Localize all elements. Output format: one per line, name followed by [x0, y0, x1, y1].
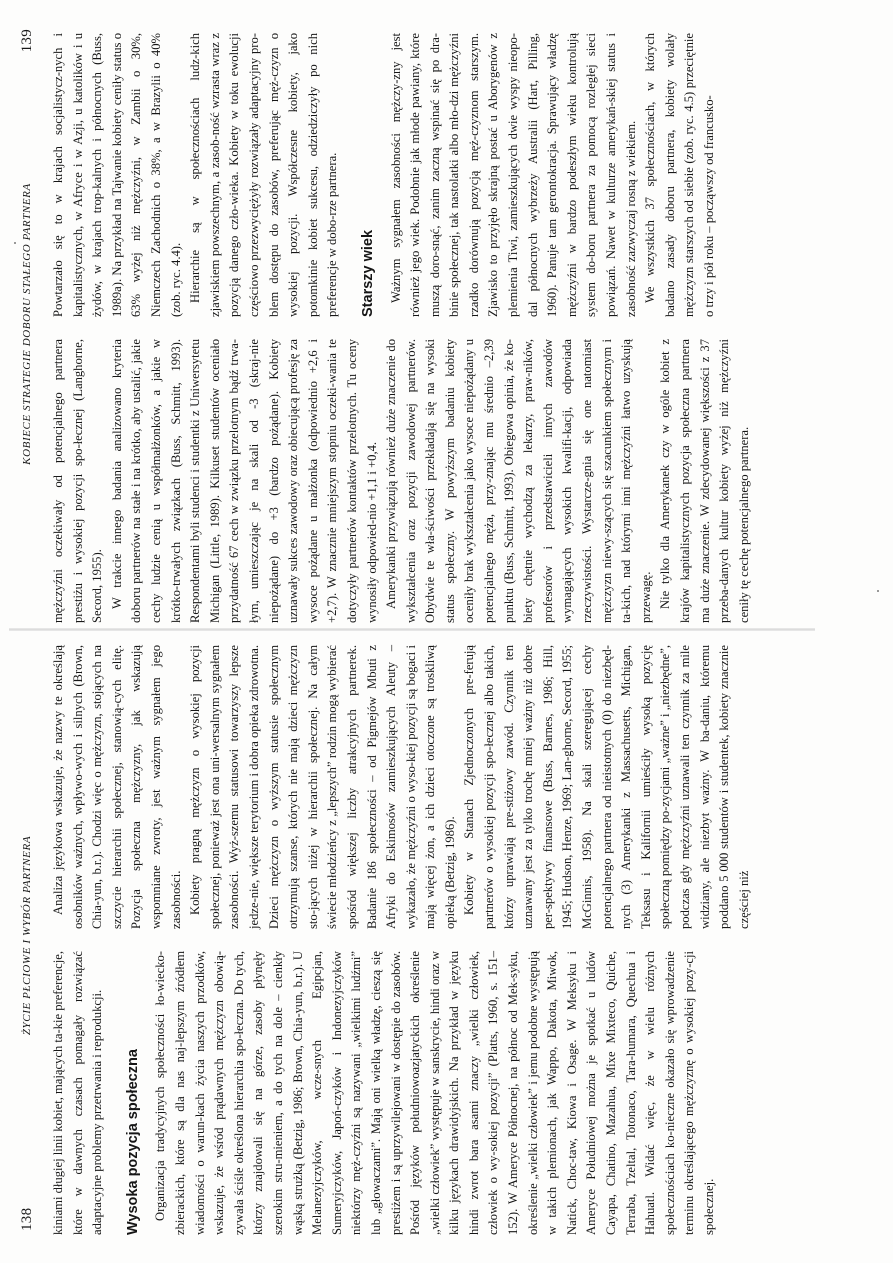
- paragraph: Amerykanki przywiązują również duże znaczenie do wykształcenia oraz pozycji zawodowej partnerów. Obydwie te wła-ściwości przekładają się na wysoki status społeczny. W powyższym badaniu kobiety oceniły brak wykształcenia jako wysoce niepożądany u potencjalnego męża, przy-znając mu średnio –2,39 punktu (Buss, Schmitt, 1993). Obiegowa opinia, że ko-biety chętnie wychodzą za lekarzy, praw-ników, profesorów i przedstawicieli innych zawodów wymagających wysokich kwalifi-kacji, odpowiada rzeczywistości. Wystarcze-gnia się one natomiast mężczyzn niewy-szących się szacunkiem społecznym i ta-kich, nad którymi inni mężczyźni łatwo uzyskują przewagę.: [384, 339, 653, 623]
- paragraph: Nie tylko dla Amerykanek czy w ogóle kobiet z krajów kapitalistycznych pozycja społeczna partnera ma duże znaczenie. W zdecydowanej większości z 37 przeba-danych kultur kobiety wyżej niż mężczyźni ceniły tę cechę potencjalnego partnera.: [658, 339, 751, 623]
- left-page-column-2: [49, 645, 754, 929]
- page-number-right: 139: [19, 29, 35, 53]
- rotated-spread: [9, 21, 815, 1239]
- running-title-left: ŻYCIE PŁCIOWE I WYBÓR PARTNERA: [21, 835, 33, 1036]
- paragraph: Kobiety pragną mężczyzn o wysokiej pozycji społecznej, ponieważ jest ona uni-wersalnym sygnałem zasobności. Wyż-szemu statusowi towarzyszy lepsze jedze-nie, większe terytorium i dobra opieka zdrowotna. Dzieci mężczyzn o wyższym statusie społecznym otrzymują szanse, których nie mają dzieci mężczyzn sto-jących niżej w hierarchii społecznej. Na całym świecie młodzieńcy z „lepszych” rodzin mogą wybierać spośród większej liczby atrakcyjnych partnerek. Badanie 186 społeczności – od Pigmejów Mbuti z Afryki do Eskimosów zamieszkujących Aleuty – wykazało, że mężczyźni o wyso-kiej pozycji są bogaci i mają więcej żon, a ich dzieci otoczone są troskliwą opieką (Betzig, 1986).: [188, 645, 457, 929]
- right-page-column-2: [49, 33, 720, 317]
- section-heading-status: Wysoka pozycja społeczna: [124, 1049, 141, 1235]
- paragraph: We wszystkich 37 społecznościach, w których badano zasady doboru partnera, kobiety wolały mężczyzn starszych od siebie (zob. ryc. 4.5) przeciętnie o trzy i pół roku – począwszy od francusko-: [643, 33, 716, 317]
- section-heading-age: Starszy wiek: [359, 229, 376, 317]
- paragraph: Organizacja tradycyjnych społeczności ło-wiecko-zbierackich, które są dla nas naj-lepszym źródłem wiadomości o warun-kach życia naszych przodków, wskazuje, że wśród prądawnych mężczyzn obowią-zywała ściśle określona hierarchia spo-łeczna. Do tych, którzy znajdowali się na górze, zasoby płynęły szerokim stru-mieniem, a do tych na dole – cienkły wąską strużką (Betzig, 1986; Brown, Chia-yun, b.r.). U Melanezyjczyków, wcze-snych Egipcjan, Sumeryjczyków, Japoń-czyków i Indonezyjczyków niektórzy męż-czyźni są nazywani „wielkimi ludźmi” lub „głowaczami”. Mają oni wielką władzę, cieszą się prestiżem i są uprzywilejowani w dostępie do zasobów. Pośród języków południowoazjatyckich określenie „wielki człowiek” występuje w sanskrycie, hindi oraz w kilku językach drawidyjskich. Na przykład w języku hindi zwrot bara asami znaczy „wielki człowiek, człowiek o wy-sokiej pozycji” (Platts, 1960, s. 151–152). W Ameryce Północnej, na północ od Mek-syku, określenie „wielki człowiek” i jemu podobne występują w takich plemionach, jak Wappo, Dakota, Miwok, Natick, Choc-taw, Kiowa i Osage. W Meksyku i Ameryce Południowej można je spotkać u ludów Cayapa, Chatino, Mazahua, Mixe Mixteco, Quiche, Terraba, Tzeltal, Totonaco, Tara-humara, Quechua i Hahuatl. Widać więc, że w wielu różnych społecznościach ko-nieczne okazało się wprowadzenie terminu określającego mężczyznę o wysokiej pozy-cji społecznej.: [153, 951, 716, 1235]
- left-page: [9, 632, 815, 1239]
- paragraph: Hierarchie są w społecznościach ludz-kich zjawiskiem powszechnym, a zasob-ność wzrasta wraz z pozycją danego czło-wieka. Kobiety w toku ewolucji częściowo przezwyciężyły rozwiązały adaptacyjny pro-blem dostępu do zasobów, preferując męż-czyzn o wysokiej pozycji. Współczesne kobiety, jako potomkinie kobiet sukcesu, odziedziczyły po nich preferencje w dobo-rze partnera.: [188, 33, 340, 317]
- scan-speck: [877, 590, 879, 592]
- book-gutter: [9, 628, 815, 631]
- paragraph: W trakcie innego badania analizowano kryteria doboru partnerów na stałe i na krótko, aby ustalić, jakie cechy ludzie cenią u współmałżonków, a jakie w krótko-trwałych związkach (Buss, Schmitt, 1993). Respondentami byli studenci i studentki z Uniwersytetu Michigan (Little, 1989). Kilkuset studentów oceniało przydatność 67 cech w związku przelotnym bądź trwa-łym, umieszczając je na skali od -3 (skraj-nie niepożądane) do +3 (bardzo pożądane). Kobiety uznawały sukces zawodowy oraz obiecującą profesję za wysoce pożądane u małżonka (odpowiednio +2,6 i +2,7). W znacznie mniejszym stopniu oczeki-wania te dotyczyły partnerów kontaktów przelotnych. Tu oceny wynosiły odpowied-nio +1,1 i +0,4.: [109, 339, 379, 623]
- right-page: [9, 21, 815, 627]
- right-page-column-1: [49, 339, 754, 623]
- paragraph: Ważnym sygnałem zasobności mężczy-zny jest również jego wiek. Podobnie jak młode pawiany, które muszą doro-snąć, zanim zaczną wspinać się po dra-binie społecznej, tak nastolatki albo mło-dzi mężczyźni rzadko dorównują pozycją męż-czyznom starszym. Zjawisko to przyjęło skrajną postać u Aborygenów z plemienia Tiwi, zamieszkujących dwie wyspy nieopo-dal północnych wybrzeży Australii (Hart, Pilling, 1960). Panuje tam gerontokracja. Sprawujący władzę mężczyźni w bardzo podeszłym wieku kontrolują system do-boru partnera za pomocą rozległej sieci powiązań. Nawet w kulturze amerykań-skiej status i zasobność zazwyczaj rosną z wiekiem.: [388, 33, 638, 317]
- paragraph: Kobiety w Stanach Zjednoczonych pre-ferują partnerów o wysokiej pozycji spo-łecznej albo takich, którzy uprawiają pre-stiżowy zawód. Czynnik ten uznawany jest za tylko trochę mniej ważny niż dobre per-spektywy finansowe (Buss, Barnes, 1986; Hill, 1945; Hudson, Henze, 1969; Lan-ghorne, Secord, 1955; McGinnis, 1958). Na skali szeregującej cechy potencjalnego partnera od nieistotnych (0) do niezbęd-nych (3) Amerykanki z Massachusetts, Michigan, Teksasu i Kalifornii umieściły wysoką pozycję społeczną pomiędzy po-zycjami „ważne” i „niezbędne”, podczas gdy mężczyźni uznawali ten czynnik za mile widziany, ale niezbyt ważny. W ba-daniu, któremu poddano 5 000 studentów i studentek, kobiety znacznie częściej niż: [462, 645, 751, 929]
- paragraph: kiniami długiej linii kobiet, mających ta-kie preferencje, które w dawnych czasach pomagały rozwiązać adaptacyjne problemy przetrwania i reprodukcji.: [51, 951, 105, 1235]
- paragraph: mężczyźni oczekiwały od potencjalnego partnera prestiżu i wysokiej pozycji spo-łecznej (Langhorne, Secord, 1955).: [51, 339, 105, 623]
- running-title-right: KOBIECE STRATEGIE DOBORU STAŁEGO PARTNERA: [21, 183, 33, 465]
- paragraph: Powtarzało się to w krajach socjalistycz-nych i kapitalistycznych, w Afryce i w Azji, u katolików i u żydów, w krajach trop-kalnych i północnych (Buss, 1989a). Na przykład na Tajwanie kobiety ceniły status o 63% wyżej niż mężczyźni, w Zambii o 30%, Niemczech Zachodnich o 38%, a w Brazylii o 40% (zob. ryc. 4.4).: [51, 33, 183, 317]
- left-running-head: [19, 632, 39, 1239]
- right-running-head: [19, 21, 39, 627]
- paragraph: Analiza językowa wskazuje, że nazwy te określają osobników ważnych, wpływo-wych i silnych (Brown, Chia-yun, b.r.). Chodzi więc o mężczyzn, stojących na szczycie hierarchii społecznej, stanowią-cych elitę. Pozycja społeczna mężczyzny, jak wskazują wspomniane zwroty, jest ważnym sygnałem jego zasobności.: [51, 645, 183, 929]
- page-number-left: 138: [19, 1207, 35, 1231]
- left-page-column-1: [49, 951, 720, 1235]
